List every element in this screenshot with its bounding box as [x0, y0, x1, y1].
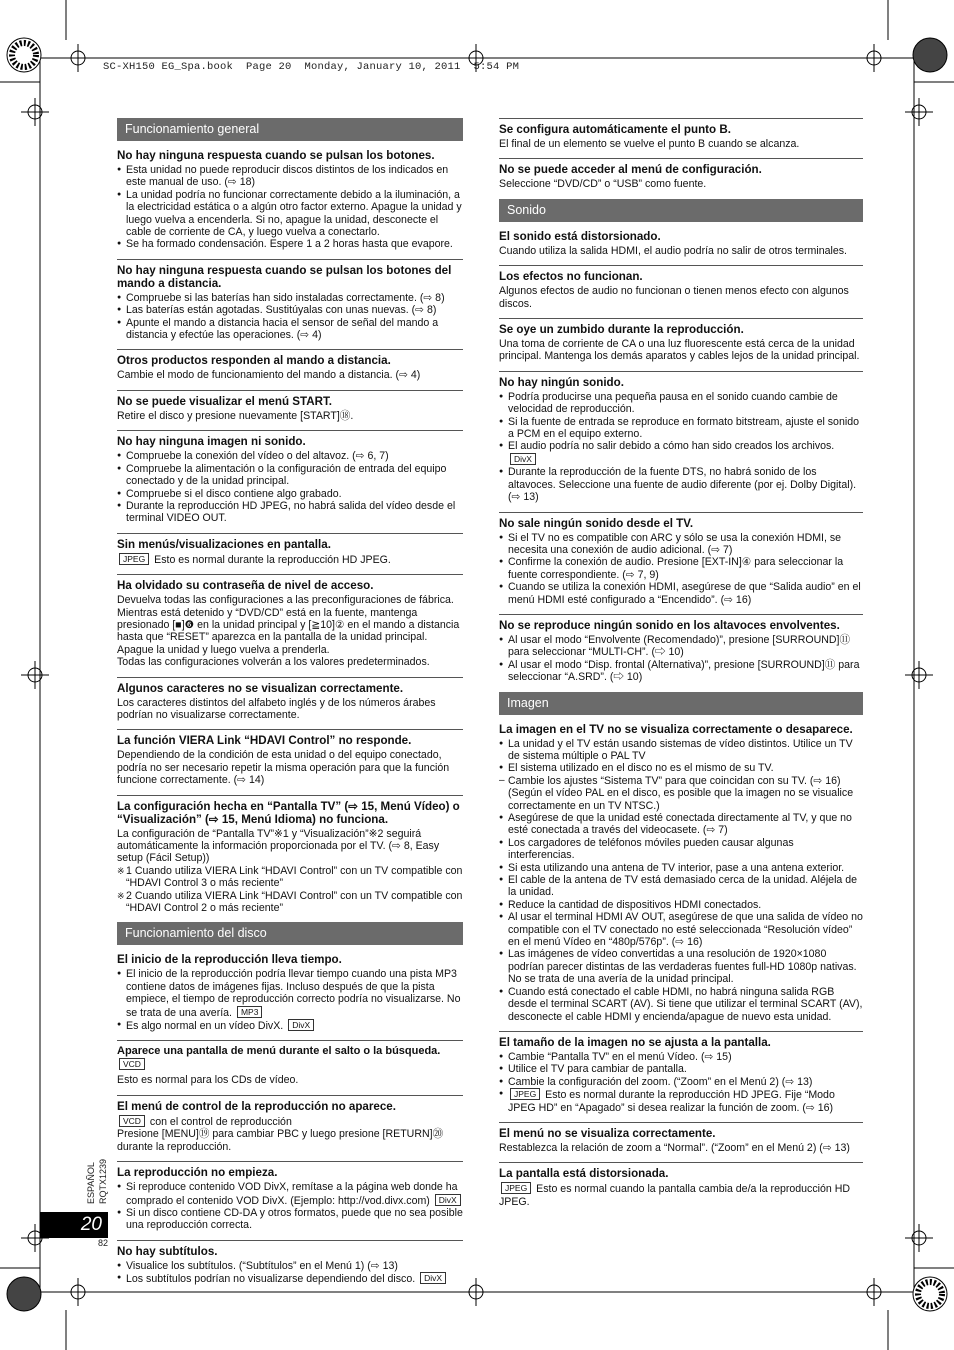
faq-item	[117, 147, 463, 259]
faq-bullet: ● Compruebe la conexión del vídeo o del altavoz. (⇨ 6, 7)	[117, 450, 463, 462]
faq-question: No hay ningún sonido.	[499, 375, 624, 389]
side-code-label: RQTX1239	[98, 1158, 108, 1204]
faq-question: Algunos caracteres no se visualizan correctamente.	[117, 681, 404, 695]
faq-answer: Esto es normal durante la reproducción HD JPEG.	[154, 553, 391, 566]
faq-bullet: Esto es normal durante la reproducción HD JPEG. Fije “Modo JPEG HD” en “Apagado” si desea realizar la función de zoom. (⇨ 16)	[508, 1089, 835, 1114]
faq-item	[117, 1040, 463, 1094]
format-badge: DivX	[288, 1019, 314, 1031]
faq-question: No hay subtítulos.	[117, 1244, 218, 1258]
faq-item	[117, 677, 463, 730]
faq-bullet: ● Asegúrese de que la unidad esté conectada directamente al TV, y que no esté conectada a través del videocasete. (⇨ 7)	[499, 812, 863, 837]
faq-bullet: Es algo normal en un vídeo DivX.	[126, 1020, 284, 1033]
faq-question: No se puede acceder al menú de configuración.	[499, 163, 762, 177]
faq-question: La función VIERA Link “HDAVI Control” no responde.	[117, 734, 412, 748]
faq-question: La reproducción no empieza.	[117, 1166, 278, 1180]
section-header-image: Imagen	[499, 692, 863, 715]
format-badge: DivX	[435, 1194, 461, 1206]
faq-answer: Retire el disco y presione nuevamente [START]⑱.	[117, 409, 354, 422]
faq-item	[117, 1095, 463, 1161]
faq-item	[499, 371, 863, 512]
faq-question: El sonido está distorsionado.	[499, 229, 661, 243]
faq-bullet: ● Podría producirse una pequeña pausa en el sonido cuando cambie de velocidad de reproducción.	[499, 391, 863, 416]
faq-question: La pantalla está distorsionada.	[499, 1167, 669, 1181]
faq-bullet: ● Cambie la configuración del zoom. (“Zoom” en el Menú 2) (⇨ 13)	[499, 1076, 863, 1088]
footnote: ※ 1 Cuando utiliza VIERA Link “HDAVI Control” con un TV compatible con “HDAVI Control 3 o más reciente”	[117, 865, 463, 890]
faq-bullet: ● Apunte el mando a distancia hacia el sensor de señal del mando a distancia y efectúe las operaciones. (⇨ 4)	[117, 317, 463, 342]
faq-question: Aparece una pantalla de menú durante el salto o la búsqueda.	[117, 1045, 441, 1058]
faq-item	[499, 318, 863, 371]
faq-answer: Una toma de corriente de CA o una luz fluorescente está cerca de la unidad principal. Mantenga los demás aparatos y cables lejos de la unidad principal.	[499, 338, 860, 363]
faq-bullet: ● Al usar el modo “Envolvente (Recomendado)”, presione [SURROUND]⑪ para seleccionar “MULTI-CH”. (⇨ 10)	[499, 634, 863, 659]
faq-item	[499, 512, 863, 614]
faq-bullet: ● Si un disco contiene CD-DA y otros formatos, puede que no sea posible una reproducción correcta.	[117, 1207, 463, 1232]
faq-answer: Algunos efectos de audio no funcionan o tienen menos efecto con algunos discos.	[499, 285, 849, 310]
faq-question: La imagen en el TV no se visualiza correctamente o desaparece.	[499, 722, 853, 736]
faq-item	[499, 265, 863, 318]
format-badge: JPEG	[119, 553, 149, 565]
section-header-sound: Sonido	[499, 199, 863, 222]
faq-item	[117, 574, 463, 676]
faq-item	[117, 795, 463, 923]
faq-answer: con el control de reproducción	[149, 1115, 292, 1128]
right-column	[499, 118, 863, 1216]
faq-bullet: ● La unidad y el TV están usando sistemas de vídeo distintos. Utilice un TV de sistema múltiple o PAL TV	[499, 738, 863, 763]
faq-item	[117, 390, 463, 430]
faq-item	[499, 614, 863, 692]
faq-item	[117, 349, 463, 389]
faq-bullet: ● Durante la reproducción de la fuente DTS, no habrá sonido de los altavoces. Seleccione una fuente de audio diferente (por ej. Dolby Digital). (⇨ 13)	[499, 466, 863, 503]
faq-answer: Dependiendo de la condición de esta unidad o del equipo conectado, podría no ser necesario repetir la misma operación para que la función funcione correctamente. (⇨ 14)	[117, 749, 450, 787]
faq-bullet: ● Los cargadores de teléfonos móviles pueden causar algunas interferencias.	[499, 837, 863, 862]
format-badge: DivX	[510, 453, 536, 465]
faq-question: No hay ninguna respuesta cuando se pulsan los botones del mando a distancia.	[117, 263, 452, 290]
faq-answer: La configuración de “Pantalla TV”※1 y “Visualización”※2 seguirá automáticamente la información proporcionada por el TV. (⇨ 8, Easy setup (Fácil Setup))	[117, 827, 440, 865]
faq-question: Ha olvidado su contraseña de nivel de acceso.	[117, 579, 374, 593]
faq-bullet: ● Compruebe si el disco contiene algo grabado.	[117, 488, 463, 500]
faq-answer: El final de un elemento se vuelve el punto B cuando se alcanza.	[499, 138, 800, 150]
faq-bullet: ● El cable de la antena de TV está demasiado cerca de la unidad. Aléjela de la unidad.	[499, 874, 863, 899]
faq-item	[117, 259, 463, 350]
faq-answer: Cambie el modo de funcionamiento del mando a distancia. (⇨ 4)	[117, 369, 421, 382]
format-badge: VCD	[119, 1058, 145, 1070]
faq-item	[499, 228, 863, 265]
faq-bullet: ● Si la fuente de entrada se reproduce en formato bitstream, ajuste el sonido a PCM en el equipo externo.	[499, 416, 863, 441]
format-badge: DivX	[420, 1272, 446, 1284]
faq-bullet: ● Compruebe la alimentación o la configuración de entrada del equipo conectado y de la unidad principal.	[117, 463, 463, 488]
faq-question: No se reproduce ningún sonido en los altavoces envolventes.	[499, 618, 840, 632]
faq-bullet: ● El sistema utilizado en el disco no es el mismo de su TV.	[499, 762, 863, 774]
faq-bullet: ● Cambie “Pantalla TV” en el menú Vídeo. (⇨ 15)	[499, 1051, 863, 1063]
faq-item	[499, 1122, 863, 1162]
faq-bullet: ● Durante la reproducción HD JPEG, no habrá salida del vídeo desde el terminal VIDEO OUT.	[117, 500, 463, 525]
faq-item	[499, 1031, 863, 1122]
faq-bullet: ● Visualice los subtítulos. (“Subtítulos” en el Menú 1) (⇨ 13)	[117, 1260, 463, 1272]
faq-subbullet: – Cambie los ajustes “Sistema TV” para que coincidan con su TV. (⇨ 16) (Según el vídeo PAL en el disco, es posible que la imagen no se visualice correctamente en un TV NTSC.)	[499, 775, 863, 812]
faq-question: No hay ninguna imagen ni sonido.	[117, 435, 306, 449]
faq-answer: Todas las configuraciones volverán a los valores predeterminados.	[117, 656, 430, 669]
format-badge: JPEG	[510, 1088, 540, 1100]
faq-bullet: ● Las baterías están agotadas. Sustitúyalas con unas nuevas. (⇨ 8)	[117, 304, 463, 316]
faq-question: La configuración hecha en “Pantalla TV” (⇨ 15, Menú Vídeo) o “Visualización” (⇨ 15, Menú Idioma) no funciona.	[117, 799, 460, 826]
print-header-line: SC-XH150 EG_Spa.book Page 20 Monday, January 10, 2011 5:54 PM	[103, 61, 520, 73]
left-column	[117, 118, 463, 1294]
faq-bullet: ● Al usar el modo “Disp. frontal (Alternativa)”, presione [SURROUND]⑪ para seleccionar “A.SRD”. (⇨ 10)	[499, 659, 863, 684]
faq-item	[117, 430, 463, 532]
faq-question: Sin menús/visualizaciones en pantalla.	[117, 537, 331, 551]
faq-answer: Esto es normal para los CDs de vídeo.	[117, 1074, 299, 1087]
faq-question: El inicio de la reproducción lleva tiempo.	[117, 953, 342, 967]
faq-item	[499, 158, 863, 198]
faq-bullet: ● Cuando está conectado el cable HDMI, no habrá ninguna salida RGB desde el terminal SCART (AV). Si tiene que utilizar el terminal SCART (AV), desconecte el cable HDMI y encienda/apague de nuevo esta unidad.	[499, 986, 863, 1023]
faq-item	[117, 533, 463, 574]
faq-bullet: ● Se ha formado condensación. Espere 1 a 2 horas hasta que evapore.	[117, 238, 463, 250]
format-badge: MP3	[237, 1006, 262, 1018]
faq-answer: Seleccione “DVD/CD” o “USB” como fuente.	[499, 178, 707, 191]
faq-item	[499, 721, 863, 1031]
faq-bullet: ● Reduce la cantidad de dispositivos HDMI conectados.	[499, 899, 863, 911]
faq-item	[117, 1240, 463, 1294]
faq-bullet: ● Cuando se utiliza la conexión HDMI, asegúrese de que “Salida audio” en el menú HDMI esté configurado a “Encendido”. (⇨ 16)	[499, 581, 863, 606]
faq-answer: Restablezca la relación de zoom a “Normal”. (“Zoom” en el Menú 2) (⇨ 13)	[499, 1141, 850, 1154]
faq-question: Se configura automáticamente el punto B.	[499, 123, 731, 136]
faq-question: El tamaño de la imagen no se ajusta a la pantalla.	[499, 1035, 771, 1049]
faq-question: Se oye un zumbido durante la reproducción.	[499, 323, 744, 337]
side-language-label: ESPAÑOL	[86, 1162, 96, 1204]
faq-bullet: Si reproduce contenido VOD DivX, remítase a la página web donde ha comprado el contenido VOD DivX. (Ejemplo: http://vod.divx.com)	[126, 1181, 458, 1207]
format-badge: VCD	[119, 1115, 145, 1127]
section-header-general: Funcionamiento general	[117, 118, 463, 141]
faq-item	[117, 951, 463, 1040]
footnote: ※ 2 Cuando utiliza VIERA Link “HDAVI Control” con un TV compatible con “HDAVI Control 2 o más reciente”	[117, 890, 463, 915]
faq-bullet: Los subtítulos podrían no visualizarse dependiendo del disco.	[126, 1273, 416, 1286]
section-header-disc: Funcionamiento del disco	[117, 922, 463, 945]
faq-bullet: ● Compruebe si las baterías han sido instaladas correctamente. (⇨ 8)	[117, 292, 463, 304]
footer-page-number: 82	[98, 1238, 109, 1248]
faq-bullet: ● La unidad podría no funcionar correctamente debido a la iluminación, a la electricidad estática o a algún otro factor externo. Apague la unidad y luego vuelva a encenderla. Si no, apague la unidad, desconecte el cable de corriente de CA, y luego vuelva a conectarlo.	[117, 189, 463, 239]
faq-question: No sale ningún sonido desde el TV.	[499, 516, 694, 530]
faq-bullet: ● Utilice el TV para cambiar de pantalla.	[499, 1063, 863, 1075]
faq-answer: Cuando utiliza la salida HDMI, el audio podría no salir de otros terminales.	[499, 244, 848, 257]
faq-bullet: ● Esta unidad no puede reproducir discos distintos de los indicados en este manual de uso. (⇨ 18)	[117, 164, 463, 189]
faq-answer: Los caracteres distintos del alfabeto inglés y de los números árabes podrían no visualizarse correctamente.	[117, 696, 436, 721]
faq-question: El menú no se visualiza correctamente.	[499, 1126, 716, 1140]
faq-answer: Presione [MENU]⑲ para cambiar PBC y luego presione [RETURN]⑳ durante la reproducción.	[117, 1128, 444, 1153]
faq-bullet: ● Las imágenes de vídeo convertidas a una resolución de 1920×1080 podrían parecer distintas de las verdaderas fuentes full-HD 1080p nativas. No se trata de una avería de la unidad principal.	[499, 948, 863, 985]
faq-answer: Devuelva todas las configuraciones a las preconfiguraciones de fábrica. Mientras está detenido y “DVD/CD” está en la fuente, mantenga presionado [■]❻ en la unidad principal y [≧10]② en el mando a distancia hasta que “RESET” aparezca en la pantalla de la unidad principal. Apague la unidad y luego vuelva a prenderla.	[117, 594, 460, 656]
faq-question: Los efectos no funcionan.	[499, 270, 643, 284]
faq-bullet: ● Si el TV no es compatible con ARC y sólo se usa la conexión HDMI, se necesita una conexión de audio adicional. (⇨ 7)	[499, 532, 863, 557]
faq-bullet: ● Si esta utilizando una antena de TV interior, pase a una antena exterior.	[499, 862, 863, 874]
faq-item	[117, 729, 463, 794]
faq-question: No hay ninguna respuesta cuando se pulsan los botones.	[117, 149, 435, 162]
faq-item	[499, 118, 863, 158]
page-number-tab: 20	[40, 1212, 108, 1238]
faq-bullet: ● Confirme la conexión de audio. Presione [EXT-IN]④ para seleccionar la fuente correspondiente. (⇨ 7, 9)	[499, 556, 863, 581]
faq-item	[499, 1162, 863, 1216]
faq-bullet: El inicio de la reproducción podría llevar tiempo cuando una pista MP3 contiene datos de imágenes fijas. Incluso después de que la pista empiece, el tiempo de reproducción correcto podría no visualizarse. No se trata de una avería.	[126, 968, 461, 1019]
format-badge: JPEG	[501, 1182, 531, 1194]
faq-bullet: El audio podría no salir debido a cómo han sido creados los archivos.	[508, 440, 835, 453]
faq-answer: Esto es normal cuando la pantalla cambia de/a la reproducción HD JPEG.	[499, 1183, 851, 1208]
faq-question: No se puede visualizar el menú START.	[117, 394, 332, 408]
faq-question: Otros productos responden al mando a distancia.	[117, 354, 391, 368]
faq-bullet: ● Al usar el terminal HDMI AV OUT, asegúrese de que una salida de vídeo no compatible con el TV conectado no esté seleccionada “Resolución vídeo” en el menú Vídeo en “480p/576p”. (⇨ 16)	[499, 911, 863, 948]
faq-question: El menú de control de la reproducción no aparece.	[117, 1099, 396, 1113]
faq-item	[117, 1161, 463, 1240]
